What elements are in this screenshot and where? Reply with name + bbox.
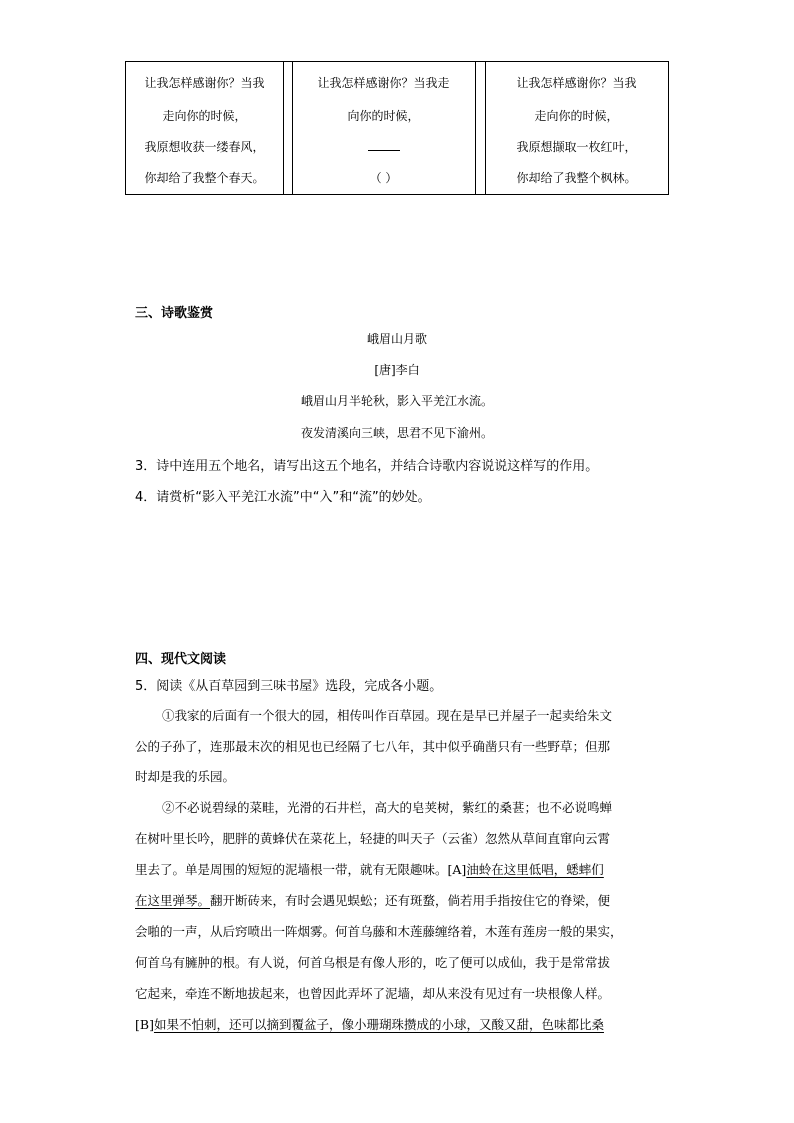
cell-line: 让我怎样感谢你？当我走: [317, 76, 450, 90]
underlined-sentence-b: 如果不怕刺，还可以摘到覆盆子，像小珊瑚珠攒成的小球，又酸又甜，色味都比桑: [153, 1017, 604, 1032]
question-4: 4．请赏析“影入平羌江水流”中“入”和“流”的妙处。: [135, 490, 431, 505]
text-span: [B]: [135, 1017, 154, 1032]
paragraph-line: [135, 1015, 604, 1033]
paragraph-line: 会啪的一声，从后窍喷出一阵烟雾。何首乌藤和木莲藤缠络着，木莲有莲房一般的果实，: [135, 924, 623, 939]
cell-line: 你却给了我整个枫林。: [516, 171, 637, 185]
question-5: 5．阅读《从百草园到三味书屋》选段，完成各小题。: [135, 679, 443, 694]
section-heading-poetry: 三、诗歌鉴赏: [135, 306, 214, 321]
cell-line: 向你的时候，: [347, 109, 420, 123]
paragraph-line: [135, 860, 604, 878]
poem-line: 峨眉山月半轮秋，影入平羌江水流。: [300, 394, 493, 408]
table-cell-1: [126, 62, 283, 194]
paragraph-line: 在树叶里长吟，肥胖的黄蜂伏在菜花上，轻捷的叫天子（云雀）忽然从草间直窜向云霄: [135, 831, 611, 846]
paragraph-line: 它起来，牵连不断地拔起来，也曾因此弄坏了泥墙，却从来没有见过有一块根像人样。: [135, 986, 611, 1001]
table-divider: [283, 62, 284, 194]
paragraph-line: ①我家的后面有一个很大的园，相传叫作百草园。现在是早已并屋子一起卖给朱文: [162, 708, 613, 723]
paragraph-line: 公的子孙了，连那最末次的相见也已经隔了七八年，其中似乎确凿只有一些野草；但那: [135, 739, 611, 754]
table-cell-2: [292, 62, 475, 194]
paragraph-line: 何首乌有臃肿的根。有人说，何首乌根是有像人形的，吃了便可以成仙，我于是常常拔: [135, 955, 611, 970]
paragraph-line: ②不必说碧绿的菜畦，光滑的石井栏，高大的皂荚树，紫红的桑葚；也不必说鸣蝉: [162, 800, 613, 815]
paragraph-line: [135, 891, 610, 909]
paragraph-line: 时却是我的乐园。: [135, 769, 236, 784]
question-3: 3．诗中连用五个地名，请写出这五个地名，并结合诗歌内容说说这样写的作用。: [135, 459, 599, 474]
section-heading-reading: 四、现代文阅读: [135, 652, 227, 667]
poem-author: [唐]李白: [374, 363, 420, 377]
fill-blank-line[interactable]: [292, 138, 475, 154]
text-span: 里去了。单是周围的短短的泥墙根一带，就有无限趣味。[A]: [135, 862, 467, 877]
cell-line: 走向你的时候，: [162, 109, 247, 123]
cell-line: 让我怎样感谢你？当我: [516, 76, 637, 90]
cell-line: 我原想收获一缕春风，: [144, 140, 265, 154]
table-cell-3: [485, 62, 668, 194]
underlined-sentence-a: 在这里弹琴。: [135, 893, 211, 908]
cell-line: 让我怎样感谢你？当我: [144, 76, 265, 90]
table-divider: [475, 62, 476, 194]
cell-line: 走向你的时候，: [534, 109, 619, 123]
cell-line: 你却给了我整个春天。: [144, 171, 265, 185]
text-span: 翻开断砖来，有时会遇见蜈蚣；还有斑蝥，倘若用手指按住它的脊梁，便: [210, 893, 611, 908]
fill-blank-paren[interactable]: （ ）: [369, 171, 398, 185]
poem-table: [125, 61, 669, 195]
cell-line: 我原想撷取一枚红叶，: [516, 140, 637, 154]
underlined-sentence-a: 油蛉在这里低唱，蟋蟀们: [466, 862, 604, 877]
poem-line: 夜发清溪向三峡，思君不见下渝州。: [300, 426, 493, 440]
poem-title: 峨眉山月歌: [366, 332, 427, 346]
